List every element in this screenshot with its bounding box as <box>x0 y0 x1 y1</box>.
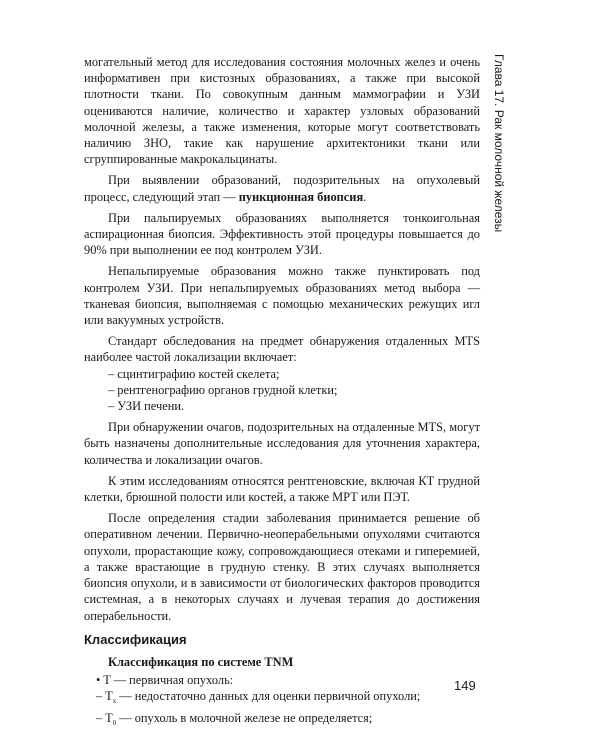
tnm-item-tx <box>84 688 480 709</box>
exam-list <box>84 366 480 415</box>
paragraph-biopsy-step-end: . <box>363 189 367 204</box>
paragraph-nonpalpable-biopsy: Непальпируемые образования можно также пунктировать под контролем УЗИ. При непальпируемых образованиях метод выбора — тканевая биопсия, выполняемая с помощью механических режущих игл или вакуумных устройств. <box>84 264 480 328</box>
tnm-tx-subscript: x <box>112 697 117 706</box>
page-number: 149 <box>454 678 476 693</box>
paragraph-biopsy-step-text: При выявлении образований, подозрительных на опухолевый процесс, следующий этап — <box>84 173 480 204</box>
tnm-list <box>84 672 480 731</box>
paragraph-imaging-methods: могательный метод для исследования состояния молочных желез и очень информативен при кистозных образованиях, а также при высокой плотности ткани. По совокупным данным маммографии и УЗИ оцениваются наличие, количество и характер узловых образований молочной железы, а также изменения, которые могут соответствовать наличию ЗНО, такие как нарушение архитектоники ткани или сгруппированные макрокальцинаты. <box>84 55 480 167</box>
paragraph-biopsy-step <box>84 172 480 204</box>
tnm-t0-prefix: – T <box>96 710 113 725</box>
tnm-item-t0 <box>84 710 480 731</box>
paragraph-mts-standard: Стандарт обследования на предмет обнаружения отдаленных MTS наиболее частой локализации включает: <box>84 334 480 365</box>
list-item: – УЗИ печени. <box>108 399 185 414</box>
paragraph-mts-additional: При обнаружении очагов, подозрительных на отдаленные MTS, могут быть назначены дополнительные исследования для уточнения характера, количества и локализации очагов. <box>84 420 480 467</box>
tnm-t0-subscript: 0 <box>112 718 117 727</box>
tnm-tx-text: — недостаточно данных для оценки первичной опухоли; <box>116 689 421 704</box>
tnm-tx-prefix: – T <box>96 689 113 704</box>
paragraph-palpable-biopsy: При пальпируемых образованиях выполняется тонкоигольная аспирационная биопсия. Эффективность этой процедуры повышается до 90% при выполнении ее под контролем УЗИ. <box>84 210 480 258</box>
list-item: – рентгенографию органов грудной клетки; <box>108 382 338 397</box>
tnm-item-t: • T — первичная опухоль: <box>96 673 234 688</box>
page-body <box>84 54 480 731</box>
paragraph-surgical-decision: После определения стадии заболевания принимается решение об оперативном лечении. Первично-неоперабельными опухолями считаются опухоли, прорастающие кожу, сопровождающиеся отеками и гиперемией, а также врастающие в грудную стенку. В этих случаях выполняется биопсия опухоли, и в зависимости от биологических факторов проводится системная, а в некоторых случаях и лучевая терапия до достижения операбельности. <box>84 511 480 623</box>
subsection-title-tnm: Классификация по системе TNM <box>108 654 294 669</box>
paragraph-imaging-studies: К этим исследованиям относятся рентгеновские, включая КТ грудной клетки, брюшной полости или костей, а также МРТ или ПЭТ. <box>84 473 480 505</box>
bold-term-puncture-biopsy: пункционная биопсия <box>238 189 364 204</box>
running-head-chapter-title: Глава 17. Рак молочной железы <box>492 54 506 233</box>
section-title-classification: Классификация <box>84 631 187 647</box>
list-item: – сцинтиграфию костей скелета; <box>108 366 280 381</box>
tnm-t0-text: — опухоль в молочной железе не определяется; <box>116 710 373 725</box>
